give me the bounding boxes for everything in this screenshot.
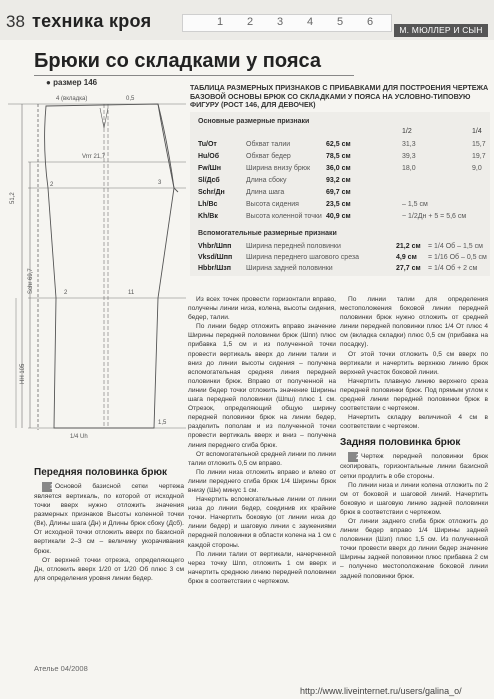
table-cell: ~ 1/2Дн + 5 = 5,6 см	[402, 213, 467, 220]
table-row	[190, 264, 490, 274]
table-cell: Ширина внизу брюк	[246, 165, 311, 172]
drawing-label: 1/4 Uh	[70, 434, 88, 440]
table-cell: 18,0	[402, 165, 416, 172]
table-cell: Hbbr/Шзп	[198, 265, 232, 272]
table-cell: Обхват бедер	[246, 153, 291, 160]
table-cell: 36,0 см	[326, 165, 351, 172]
table-cell: Высота сидения	[246, 201, 299, 208]
drawing-label: 11	[128, 290, 135, 296]
table-cell: Длина сбоку	[246, 177, 287, 184]
size-label: ● размер 146	[46, 78, 98, 87]
middle-column	[188, 295, 336, 586]
table-heading: Вспомогательные размерные признаки	[198, 230, 337, 237]
strip-number: 3	[277, 16, 284, 28]
table-cell: Обхват талии	[246, 141, 291, 148]
table-cell: Vksd/Шпп	[198, 254, 233, 261]
drawing-label: 51,2	[10, 192, 16, 204]
issue-label: Ателье 04/2008	[34, 664, 88, 673]
table-cell: Schr/Дн	[198, 189, 225, 196]
table-cell: Ширина передней половинки	[246, 243, 341, 250]
table-cell: 93,2 см	[326, 177, 351, 184]
table-caption: ТАБЛИЦА РАЗМЕРНЫХ ПРИЗНАКОВ С ПРИБАВКАМИ ДЛЯ ПОСТРОЕНИЯ ЧЕРТЕЖА БАЗОВОЙ ОСНОВЫ БРЮК СО СКЛАДКАМИ У ПОЯСА НА УСЛОВНО-ТИПОВУЮ ФИГУРУ (РОСТ 146, ДЛЯ ДЕВОЧЕК)	[190, 83, 489, 110]
table-cell: 62,5 см	[326, 141, 351, 148]
table-cell: = 1/4 Об – 1,5 см	[428, 243, 483, 250]
strip-number: 5	[337, 16, 344, 28]
body-paragraph: По линии низа отложить вправо и влево от линии переднего сгиба брюк 1/4 Ширины брюк внизу (Шн) минус 1 см.	[188, 468, 336, 494]
back-heading: Задняя половинка брюк	[340, 437, 461, 449]
strip-number: 4	[307, 16, 314, 28]
table-cell: Kh/Вк	[198, 213, 218, 220]
drawing-label: Vrrr 21,7	[82, 154, 106, 160]
table-cell: Sl/Дсб	[198, 177, 220, 184]
strip-number: 6	[367, 16, 374, 28]
size-text: размер 146	[53, 78, 98, 87]
table-cell: 15,7	[472, 141, 486, 148]
table-row	[190, 212, 490, 222]
strip-number: 2	[247, 16, 254, 28]
rating-strip	[182, 14, 392, 32]
front-heading: Передняя половинка брюк	[34, 467, 167, 478]
right-column	[340, 295, 488, 581]
table-cell: Tu/От	[198, 141, 217, 148]
table-cell: Ширина задней половинки	[246, 265, 333, 272]
drawing-label: 3	[158, 180, 162, 186]
body-paragraph: Начертить складку величиной 4 см в соответствии с чертежом.	[340, 414, 488, 431]
step-badge: 1	[42, 482, 52, 492]
table-row	[190, 164, 490, 174]
body-paragraph: По линии талии от вертикали, начерченной через точку Шпп, отложить 1 см вверх и начертить среднюю линию передней половинки брюк в соответствии с чертежом.	[188, 550, 336, 585]
table-cell: 9,0	[472, 165, 482, 172]
section-title: техника кроя	[32, 11, 152, 31]
body-paragraph: Начертить плавную линию верхнего среза передней половинки брюк. Под прямым углом к средней линии передней половинки брюк в соответствии с чертежом.	[340, 377, 488, 413]
table-row	[190, 152, 490, 162]
table-cell: Lh/Вс	[198, 201, 218, 208]
source-url[interactable]: http://www.liveinternet.ru/users/galina_o/	[300, 686, 462, 696]
table-heading: Основные размерные признаки	[198, 118, 310, 125]
body-paragraph: По линии талии для определения местоположения боковой линии передней половинки брюк нужно отложить от средней линии передней половинки плюс 1/4 От плюс 4 см (вкладка складки) плюс 0,5 см (прибавка на посадку).	[340, 296, 488, 349]
table-cell: Ширина переднего шагового среза	[246, 254, 360, 261]
table-cell: 69,7 см	[326, 189, 351, 196]
table-cell: 21,2 см	[396, 243, 421, 250]
article-title: Брюки со складками у пояса	[34, 50, 321, 72]
drawing-label: 2	[64, 290, 68, 296]
table-cell: = 1/4 Об + 2 см	[428, 265, 478, 272]
table-row	[190, 188, 490, 198]
table-cell: 19,7	[472, 153, 486, 160]
table-row	[190, 140, 490, 150]
back-paragraph: По линии низа и линии колена отложить по 2 см от боковой и шаговой линий. Начертить боковую и шаговую линию задней половинки брюк в соответствии с чертежом.	[340, 481, 488, 516]
front-paragraph: От верхней точки отрезка, определяющего Дн, отложить вверх 1/20 от 1/20 Об плюс 3 см для определения уровня линии бедер.	[34, 556, 184, 582]
body-paragraph: От этой точки отложить 0,5 см вверх по вертикали и начертить верхнюю линию брюк верхней участок боковой линии.	[340, 350, 488, 376]
drawing-label: 4 (вкладка)	[56, 96, 88, 102]
table-cell: Vhbr/Шпп	[198, 243, 232, 250]
drawing-label: Schr 69,7	[28, 268, 34, 294]
table-cell: 78,5 см	[326, 153, 351, 160]
table-cell: 31,3	[402, 141, 416, 148]
brand-label: М. МЮЛЛЕР И СЫН	[394, 24, 488, 37]
table-cell: = 1/16 Об – 0,5 см	[428, 254, 487, 261]
table-row	[190, 253, 490, 263]
front-paragraph: 1Основой базисной сетки чертежа является вертикаль, по которой от исходной точки вверх нужно отложить значения размерных признаков Высоты коленной точки (Вк), Длины шага (Дн) и Длины брюк сбоку (Дсб). От исходной точки отложить вверх по базисной вертикали 2–3 см – величину укорачивания брюк.	[34, 482, 185, 555]
table-row	[190, 176, 490, 186]
table-cell: Fw/Шн	[198, 165, 221, 172]
drawing-label: 2	[50, 182, 54, 188]
table-cell: – 1,5 см	[402, 201, 428, 208]
strip-number: 1	[217, 16, 224, 28]
column-header: 1/2	[402, 128, 412, 135]
table-row	[190, 242, 490, 252]
body-paragraph: Из всех точек провести горизонтали вправо, получены линии низа, колена, высоты сидения, бедер, талии.	[188, 296, 336, 322]
measurements-table	[190, 112, 490, 276]
drawing-label: HH 105	[20, 363, 26, 384]
drawing-label: 1,5	[158, 420, 167, 426]
step-badge: 2	[348, 452, 358, 462]
table-cell: 39,3	[402, 153, 416, 160]
body-paragraph: От вспомогательной средней линии по линии талии отложить 0,5 см вправо.	[188, 450, 336, 467]
back-paragraph: 2Чертеж передней половинки брюк скопировать, горизонтальные линии базисной сетки продлить в обе стороны.	[340, 452, 488, 480]
pattern-drawing	[8, 88, 186, 440]
body-paragraph: Начертить вспомогательные линии от линии низа до линии бедер, соединив их крайние точки. Начертить боковую (от линии низа до линии бедер) и шаговую линии с заужениями передней половинки в области колена на 1 см с каждой стороны.	[188, 496, 336, 549]
table-row	[190, 200, 490, 210]
table-cell: Высота коленной точки	[246, 213, 322, 220]
body-paragraph: По линии бедер отложить вправо значение Ширины передней половинки брюк (Шпп) плюс прибавка 1,5 см и из полученной точки провести вертикаль вверх до линии талии и вниз до линии высоты сидения – получена вспомогательная средняя линия передней половинки брюк. Вправо от полученной на линии бедер точки отложить значение Ширины шага передней половинки (Шпш) плюс 1 см. Отрезок, определяющий общую ширину передней половинки брюк на линии бедер, разделить пополам и из полученной точки провести вертикаль вверх и вниз – получена линия переднего сгиба брюк.	[188, 323, 336, 449]
drawing-label: 0,5	[126, 96, 135, 102]
column-header: 1/4	[472, 128, 482, 135]
front-column	[34, 467, 184, 583]
table-cell: Длина шага	[246, 189, 285, 196]
table-cell: 23,5 см	[326, 201, 351, 208]
table-cell: 4,9 см	[396, 254, 417, 261]
table-cell: 27,7 см	[396, 265, 421, 272]
table-cell: 40,9 см	[326, 213, 351, 220]
page-number: 38	[6, 12, 25, 31]
back-paragraph: От линии заднего сгиба брюк отложить до линии бедер вправо 1/4 Ширины задней половинки (Шзп) плюс 1,5 см. Из полученной точки провести вверх до линии бедер значение Ширины задней половинки плюс прибавка 2 см – получено местоположение боковой линии задней половинки брюк.	[340, 517, 488, 580]
title-rule	[34, 75, 354, 76]
table-cell: Hu/Об	[198, 153, 220, 160]
